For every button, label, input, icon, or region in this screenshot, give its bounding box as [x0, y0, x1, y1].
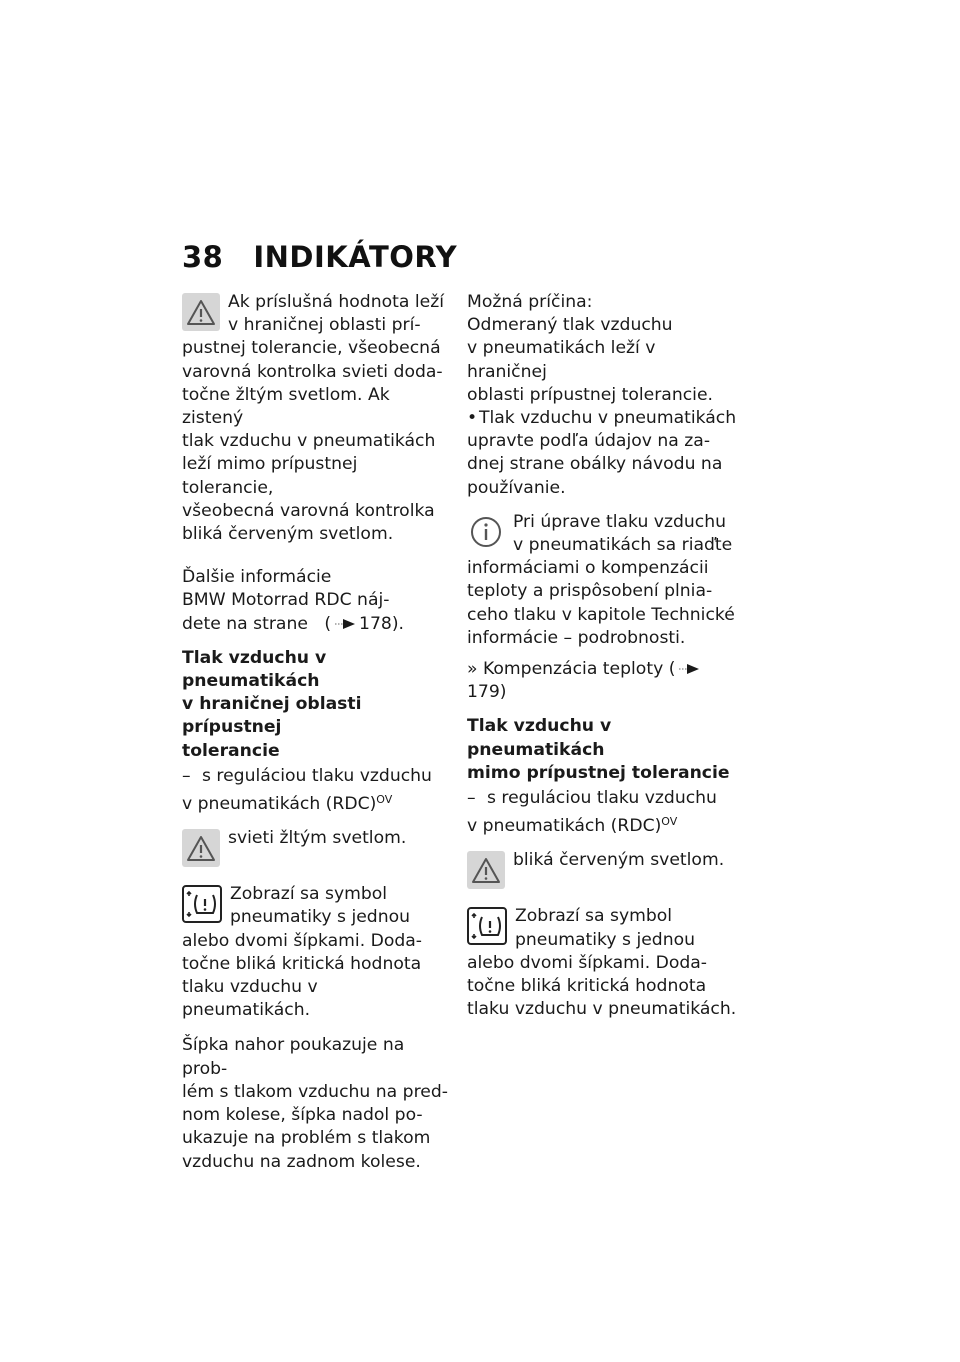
link-marker: »	[467, 659, 478, 680]
line: v pneumatikách sa riaďte	[513, 535, 733, 556]
line: tolerancie	[182, 740, 280, 761]
dash: –	[467, 788, 476, 809]
line: Tlak vzduchu v pneumatikách	[467, 716, 612, 760]
line: pustnej tolerancie, všeobecná	[182, 338, 441, 359]
line: tlaku vzduchu v pneumatikách.	[467, 999, 737, 1020]
line: mimo prípustnej tolerancie	[467, 762, 730, 783]
more-info-reference	[182, 566, 450, 636]
left-column	[182, 291, 450, 1185]
line: Ak príslušná hodnota leží	[228, 292, 445, 312]
line: Odmeraný tlak vzduchu	[467, 315, 673, 336]
tire-pressure-icon	[467, 907, 507, 945]
condition-item	[182, 765, 450, 816]
page-reference-link[interactable]: 178).	[359, 613, 405, 634]
temperature-compensation-link[interactable]: Kompenzácia teploty	[482, 659, 664, 680]
line: nom kolese, šípka nadol po-	[182, 1105, 423, 1126]
page-number: 38	[182, 240, 224, 274]
line: Pri úprave tlaku vzduchu	[513, 511, 727, 532]
line: teploty a prispôsobení plnia-	[467, 581, 713, 602]
line	[182, 613, 450, 636]
right-column	[467, 291, 737, 1033]
warning-triangle-icon	[182, 293, 220, 331]
text: v pneumatikách (RDC)	[467, 816, 662, 837]
line: alebo dvomi šípkami. Doda-	[182, 930, 423, 951]
line: točne bliká kritická hodnota	[467, 976, 707, 997]
line: tlak vzduchu v pneumatikách	[182, 431, 436, 452]
bullet-item	[467, 407, 737, 500]
line: BMW Motorrad RDC náj-	[182, 590, 390, 611]
line: používanie.	[467, 477, 566, 498]
line: v hraničnej oblasti prípustnej	[182, 694, 362, 738]
line: Ďalšie informácie	[182, 567, 332, 588]
line: všeobecná varovná kontrolka	[182, 500, 435, 521]
line: oblasti prípustnej tolerancie.	[467, 384, 713, 405]
line: tlaku vzduchu v pneumatikách.	[182, 977, 318, 1021]
page-title: INDIKÁTORY	[253, 240, 458, 274]
paren: (	[324, 613, 332, 634]
page-reference-link[interactable]: 179)	[467, 682, 507, 703]
line: vzduchu na zadnom kolese.	[182, 1151, 421, 1172]
info-icon	[467, 513, 505, 551]
tpms-note	[182, 883, 450, 1022]
info-note	[467, 511, 737, 650]
text: s reguláciou tlaku vzduchu	[487, 788, 717, 809]
bullet: •	[467, 408, 478, 429]
line: v pneumatikách leží v hraničnej	[467, 338, 656, 382]
text: v pneumatikách (RDC)	[182, 794, 377, 815]
indicator-status	[182, 827, 450, 871]
line: pneumatiky s jednou	[515, 929, 696, 950]
arrow-explanation	[182, 1034, 450, 1173]
line: Zobrazí sa symbol	[230, 884, 388, 905]
line: Šípka nahor poukazuje na prob-	[182, 1035, 405, 1079]
line: varovná kontrolka svieti doda-	[182, 361, 443, 382]
warning-triangle-icon	[182, 829, 220, 867]
line: ceho tlaku v kapitole Technické	[467, 604, 735, 625]
possible-cause	[467, 291, 737, 407]
section-heading	[467, 715, 737, 785]
line: točne žltým svetlom. Ak zistený	[182, 384, 390, 429]
line: Možná príčina:	[467, 292, 593, 312]
line: ukazuje na problém s tlakom	[182, 1128, 431, 1149]
option-superscript: OV	[376, 793, 393, 807]
line: točne bliká kritická hodnota	[182, 953, 422, 974]
line: alebo dvomi šípkami. Doda-	[467, 952, 708, 973]
tire-pressure-icon	[182, 885, 222, 923]
line: leží mimo prípustnej tolerancie,	[182, 454, 358, 498]
line: svieti žltým svetlom.	[228, 828, 407, 849]
line: Zobrazí sa symbol	[515, 906, 673, 927]
line: bliká červeným svetlom.	[513, 850, 725, 871]
page-header	[182, 240, 457, 274]
option-superscript: OV	[661, 815, 678, 829]
warning-note	[182, 291, 450, 546]
cross-reference	[467, 658, 737, 704]
line: lém s tlakom vzduchu na pred-	[182, 1081, 448, 1102]
line: dnej strane obálky návodu na	[467, 454, 723, 475]
line: bliká červeným svetlom.	[182, 524, 394, 545]
text: dete na strane	[182, 613, 308, 634]
dash: –	[182, 765, 191, 786]
paren: (	[668, 659, 676, 680]
text: Tlak vzduchu v pneumatikách	[479, 408, 737, 429]
line: pneumatiky s jednou	[230, 907, 411, 928]
warning-triangle-icon	[467, 851, 505, 889]
line: Tlak vzduchu v pneumatikách	[182, 647, 327, 692]
indicator-status	[467, 849, 737, 893]
tpms-note	[467, 905, 737, 1021]
page-reference-arrow-icon	[334, 618, 356, 630]
condition-item	[467, 787, 737, 838]
line: informáciami o kompenzácii	[467, 558, 709, 579]
line: informácie – podrobnosti.	[467, 627, 686, 648]
text: s reguláciou tlaku vzduchu	[202, 765, 432, 786]
section-heading	[182, 647, 450, 763]
page-reference-arrow-icon	[678, 663, 700, 675]
line: upravte podľa údajov na za-	[467, 431, 711, 452]
line: v hraničnej oblasti prí-	[228, 315, 421, 336]
